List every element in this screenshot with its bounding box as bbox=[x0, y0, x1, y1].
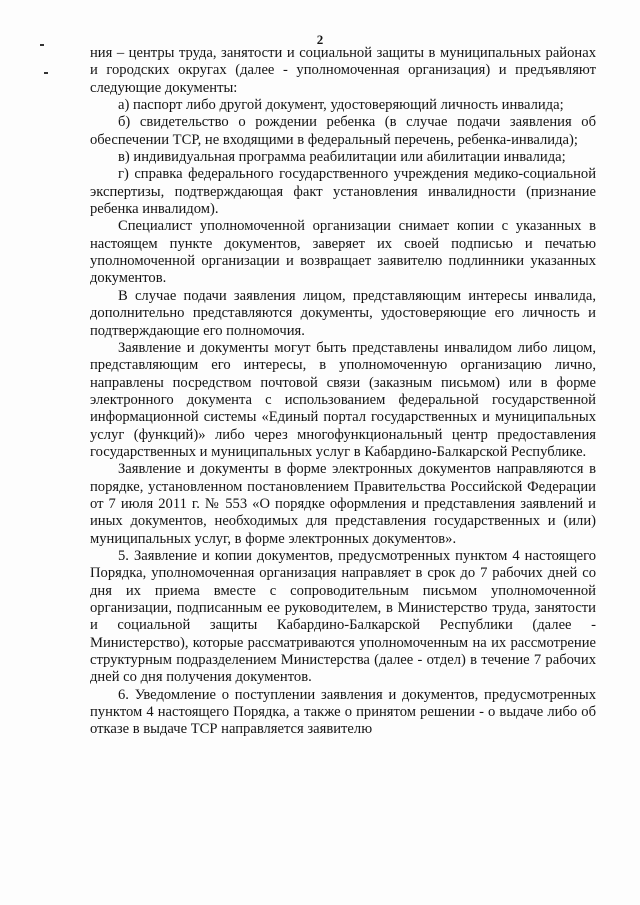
paragraph-submission-methods: Заявление и документы могут быть представлены инвалидом либо лицом, представляющим его интересы, в уполномоченную организацию лично, направлены посредством почтовой связи (заказным письмом) или в форме электронного документа с использованием федеральной государственной информационной системы «Единый портал государственных и муниципальных услуг (функций)» либо через многофункциональный центр предоставления государственных и муниципальных услуг в Кабардино-Балкарской Республике. bbox=[90, 339, 596, 460]
paragraph-item-6: 6. Уведомление о поступлении заявления и документов, предусмотренных пунктом 4 настоящего Порядка, а также о принятом решении - о выдаче либо об отказе в выдаче ТСР направляется заявителю bbox=[90, 686, 596, 738]
document-body bbox=[90, 45, 596, 739]
paragraph-continuation: ния – центры труда, занятости и социальной защиты в муниципальных районах и городских округах (далее - уполномоченная организация) и предъявляют следующие документы: bbox=[90, 45, 596, 96]
list-item-a: а) паспорт либо другой документ, удостоверяющий личность инвалида; bbox=[118, 97, 564, 114]
paragraph-item-5: 5. Заявление и копии документов, предусмотренных пунктом 4 настоящего Порядка, уполномоченная организация направляет в срок до 7 рабочих дней со дня их приема вместе с сопроводительным письмом уполномоченной организации, подписанным ее руководителем, в Министерство труда, занятости и социальной защиты Кабардино-Балкарской Республики (далее - Министерство), которые рассматриваются уполномоченным на их рассмотрение структурным подразделением Министерства (далее - отдел) в течение 7 рабочих дней со дня получения документов. bbox=[90, 547, 596, 686]
list-item-d: г) справка федерального государственного учреждения медико-социальной экспертизы, подтверждающая факт установления инвалидности (признание ребенка инвалидом). bbox=[90, 166, 596, 218]
page-number: 2 bbox=[316, 32, 324, 47]
list-item-b: б) свидетельство о рождении ребенка (в случае подачи заявления об обеспечении ТСР, не входящими в федеральный перечень, ребенка-инвалида); bbox=[90, 114, 596, 148]
margin-mark bbox=[44, 72, 48, 74]
list-item-c: в) индивидуальная программа реабилитации или абилитации инвалида; bbox=[118, 149, 566, 166]
paragraph-electronic-documents: Заявление и документы в форме электронных документов направляются в порядке, установленном постановлением Правительства Российской Федерации от 7 июля 2011 г. № 553 «О порядке оформления и представления заявлений и иных документов, необходимых для представления государственных и (или) муниципальных услуг, в форме электронных документов». bbox=[90, 461, 596, 547]
paragraph-representative: В случае подачи заявления лицом, представляющим интересы инвалида, дополнительно представляются документы, удостоверяющие его личность и подтверждающие его полномочия. bbox=[90, 287, 596, 339]
margin-mark bbox=[40, 44, 44, 46]
paragraph-copies: Специалист уполномоченной организации снимает копии с указанных в настоящем пункте документов, заверяет их своей подписью и печатью уполномоченной организации и возвращает заявителю подлинники указанных документов. bbox=[90, 218, 596, 287]
